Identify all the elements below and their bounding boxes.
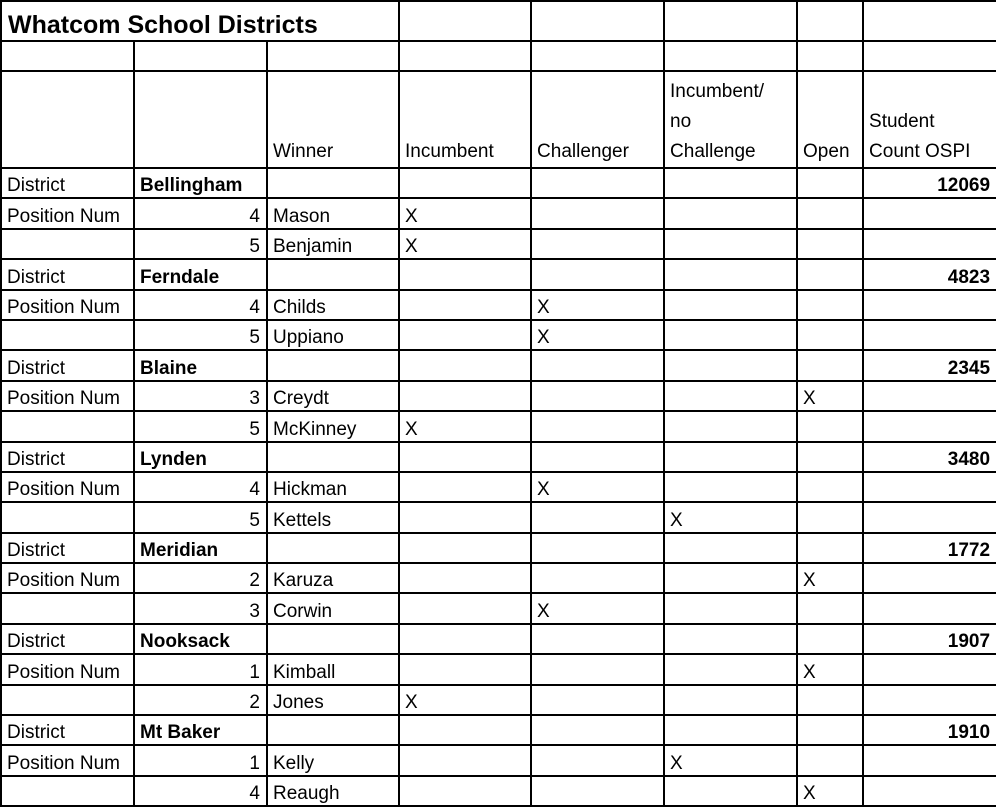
header-cell[interactable]	[134, 71, 267, 168]
position-number[interactable]: 5	[134, 502, 267, 532]
position-number[interactable]: 4	[134, 776, 267, 806]
cell[interactable]	[531, 168, 664, 198]
no-challenge-mark[interactable]	[664, 290, 797, 320]
open-mark[interactable]	[797, 593, 863, 623]
student-count[interactable]: 1772	[863, 533, 996, 563]
winner-name[interactable]: Benjamin	[267, 229, 399, 259]
challenger-mark[interactable]: X	[531, 593, 664, 623]
cell[interactable]	[399, 350, 531, 380]
position-row	[1, 411, 996, 441]
cell[interactable]	[863, 381, 996, 411]
cell[interactable]	[863, 776, 996, 806]
cell[interactable]	[664, 533, 797, 563]
cell[interactable]	[1, 502, 134, 532]
position-number[interactable]: 4	[134, 290, 267, 320]
cell[interactable]	[664, 624, 797, 654]
position-row	[1, 502, 996, 532]
cell[interactable]	[531, 715, 664, 745]
district-label[interactable]: District	[1, 168, 134, 198]
cell[interactable]	[399, 442, 531, 472]
cell[interactable]	[863, 502, 996, 532]
cell[interactable]	[399, 41, 531, 71]
position-label[interactable]: Position Num	[1, 472, 134, 502]
no-challenge-mark[interactable]	[664, 381, 797, 411]
position-row	[1, 745, 996, 775]
position-row	[1, 654, 996, 684]
position-number[interactable]: 4	[134, 198, 267, 228]
position-label[interactable]: Position Num	[1, 654, 134, 684]
cell[interactable]	[664, 41, 797, 71]
cell[interactable]	[797, 715, 863, 745]
cell[interactable]	[863, 41, 996, 71]
cell[interactable]	[664, 442, 797, 472]
winner-name[interactable]: Karuza	[267, 563, 399, 593]
cell[interactable]	[399, 715, 531, 745]
cell[interactable]	[797, 533, 863, 563]
position-row	[1, 320, 996, 350]
winner-name[interactable]: Kelly	[267, 745, 399, 775]
district-name[interactable]: Meridian	[134, 533, 267, 563]
winner-name[interactable]: Mason	[267, 198, 399, 228]
incumbent-mark[interactable]	[399, 320, 531, 350]
position-number[interactable]: 5	[134, 411, 267, 441]
no-challenge-mark[interactable]: X	[664, 745, 797, 775]
open-mark[interactable]: X	[797, 654, 863, 684]
cell[interactable]	[664, 168, 797, 198]
header-line: Incumbent/	[670, 81, 765, 102]
blank-row	[1, 41, 996, 71]
header-incumbent[interactable]: Incumbent	[399, 71, 531, 168]
header-line: Count OSPI	[869, 141, 971, 162]
district-label[interactable]: District	[1, 259, 134, 289]
no-challenge-mark[interactable]	[664, 563, 797, 593]
incumbent-mark[interactable]	[399, 502, 531, 532]
cell[interactable]	[1, 411, 134, 441]
header-line: no	[670, 111, 692, 132]
open-mark[interactable]: X	[797, 776, 863, 806]
position-label[interactable]: Position Num	[1, 381, 134, 411]
cell[interactable]	[797, 624, 863, 654]
no-challenge-mark[interactable]	[664, 472, 797, 502]
cell[interactable]	[531, 442, 664, 472]
cell[interactable]	[797, 168, 863, 198]
challenger-mark[interactable]	[531, 229, 664, 259]
challenger-mark[interactable]	[531, 685, 664, 715]
open-mark[interactable]	[797, 411, 863, 441]
district-row	[1, 715, 996, 745]
district-row	[1, 624, 996, 654]
no-challenge-mark[interactable]	[664, 593, 797, 623]
cell[interactable]	[267, 715, 399, 745]
cell[interactable]	[531, 41, 664, 71]
district-label[interactable]: District	[1, 350, 134, 380]
cell[interactable]	[863, 229, 996, 259]
district-row	[1, 259, 996, 289]
position-row	[1, 229, 996, 259]
header-row	[1, 71, 996, 168]
cell[interactable]	[863, 654, 996, 684]
cell[interactable]	[399, 533, 531, 563]
open-mark[interactable]: X	[797, 563, 863, 593]
open-mark[interactable]	[797, 502, 863, 532]
no-challenge-mark[interactable]	[664, 411, 797, 441]
cell[interactable]	[664, 350, 797, 380]
student-count[interactable]: 3480	[863, 442, 996, 472]
cell[interactable]	[797, 41, 863, 71]
no-challenge-mark[interactable]	[664, 198, 797, 228]
incumbent-mark[interactable]: X	[399, 198, 531, 228]
cell[interactable]	[1, 593, 134, 623]
challenger-mark[interactable]	[531, 654, 664, 684]
cell[interactable]	[863, 1, 996, 41]
cell[interactable]	[797, 442, 863, 472]
cell[interactable]	[797, 350, 863, 380]
position-number[interactable]: 5	[134, 229, 267, 259]
cell[interactable]	[267, 168, 399, 198]
open-mark[interactable]	[797, 198, 863, 228]
cell[interactable]	[863, 685, 996, 715]
cell[interactable]	[863, 320, 996, 350]
header-line: Challenge	[670, 141, 756, 162]
district-name[interactable]: Nooksack	[134, 624, 267, 654]
district-row	[1, 442, 996, 472]
winner-name[interactable]: Childs	[267, 290, 399, 320]
incumbent-mark[interactable]	[399, 290, 531, 320]
incumbent-mark[interactable]	[399, 593, 531, 623]
challenger-mark[interactable]	[531, 198, 664, 228]
no-challenge-mark[interactable]	[664, 654, 797, 684]
incumbent-mark[interactable]	[399, 776, 531, 806]
winner-name[interactable]: McKinney	[267, 411, 399, 441]
winner-name[interactable]: Corwin	[267, 593, 399, 623]
cell[interactable]	[399, 259, 531, 289]
position-label[interactable]: Position Num	[1, 563, 134, 593]
position-label[interactable]: Position Num	[1, 745, 134, 775]
open-mark[interactable]: X	[797, 381, 863, 411]
header-student-count[interactable]	[863, 71, 996, 168]
cell[interactable]	[664, 1, 797, 41]
student-count[interactable]: 1910	[863, 715, 996, 745]
cell[interactable]	[531, 1, 664, 41]
district-name[interactable]: Bellingham	[134, 168, 267, 198]
cell[interactable]	[399, 624, 531, 654]
incumbent-mark[interactable]: X	[399, 229, 531, 259]
cell[interactable]	[863, 593, 996, 623]
winner-name[interactable]: Kettels	[267, 502, 399, 532]
district-label[interactable]: District	[1, 533, 134, 563]
open-mark[interactable]	[797, 229, 863, 259]
sheet-title[interactable]: Whatcom School Districts	[1, 1, 399, 41]
incumbent-mark[interactable]	[399, 745, 531, 775]
winner-name[interactable]: Jones	[267, 685, 399, 715]
position-row	[1, 776, 996, 806]
cell[interactable]	[863, 745, 996, 775]
cell[interactable]	[531, 350, 664, 380]
cell[interactable]	[267, 350, 399, 380]
winner-name[interactable]: Uppiano	[267, 320, 399, 350]
cell[interactable]	[267, 442, 399, 472]
position-number[interactable]: 5	[134, 320, 267, 350]
incumbent-mark[interactable]: X	[399, 685, 531, 715]
challenger-mark[interactable]	[531, 502, 664, 532]
challenger-mark[interactable]	[531, 745, 664, 775]
position-label[interactable]: Position Num	[1, 290, 134, 320]
header-open[interactable]: Open	[797, 71, 863, 168]
cell[interactable]	[267, 533, 399, 563]
district-row	[1, 350, 996, 380]
position-number[interactable]: 2	[134, 563, 267, 593]
position-row	[1, 472, 996, 502]
cell[interactable]	[531, 259, 664, 289]
winner-name[interactable]: Kimball	[267, 654, 399, 684]
cell[interactable]	[267, 624, 399, 654]
district-row	[1, 168, 996, 198]
district-label[interactable]: District	[1, 624, 134, 654]
position-row	[1, 381, 996, 411]
district-label[interactable]: District	[1, 715, 134, 745]
challenger-mark[interactable]: X	[531, 320, 664, 350]
challenger-mark[interactable]: X	[531, 290, 664, 320]
cell[interactable]	[863, 563, 996, 593]
position-row	[1, 198, 996, 228]
open-mark[interactable]	[797, 320, 863, 350]
challenger-mark[interactable]	[531, 563, 664, 593]
cell[interactable]	[863, 290, 996, 320]
no-challenge-mark[interactable]	[664, 320, 797, 350]
cell[interactable]	[797, 1, 863, 41]
position-row	[1, 685, 996, 715]
cell[interactable]	[1, 41, 134, 71]
district-name[interactable]: Mt Baker	[134, 715, 267, 745]
cell[interactable]	[399, 1, 531, 41]
no-challenge-mark[interactable]	[664, 229, 797, 259]
position-number[interactable]: 3	[134, 593, 267, 623]
challenger-mark[interactable]	[531, 411, 664, 441]
cell[interactable]	[531, 533, 664, 563]
cell[interactable]	[267, 41, 399, 71]
position-row	[1, 290, 996, 320]
cell[interactable]	[267, 259, 399, 289]
open-mark[interactable]	[797, 290, 863, 320]
student-count[interactable]: 4823	[863, 259, 996, 289]
no-challenge-mark[interactable]: X	[664, 502, 797, 532]
winner-name[interactable]: Hickman	[267, 472, 399, 502]
position-label[interactable]: Position Num	[1, 198, 134, 228]
cell[interactable]	[664, 715, 797, 745]
cell[interactable]	[1, 229, 134, 259]
position-number[interactable]: 1	[134, 654, 267, 684]
district-label[interactable]: District	[1, 442, 134, 472]
challenger-mark[interactable]	[531, 381, 664, 411]
incumbent-mark[interactable]	[399, 472, 531, 502]
open-mark[interactable]	[797, 745, 863, 775]
district-name[interactable]: Blaine	[134, 350, 267, 380]
header-cell[interactable]	[1, 71, 134, 168]
challenger-mark[interactable]	[531, 776, 664, 806]
incumbent-mark[interactable]: X	[399, 411, 531, 441]
winner-name[interactable]: Creydt	[267, 381, 399, 411]
position-row	[1, 563, 996, 593]
incumbent-mark[interactable]	[399, 381, 531, 411]
no-challenge-mark[interactable]	[664, 685, 797, 715]
district-name[interactable]: Lynden	[134, 442, 267, 472]
cell[interactable]	[399, 168, 531, 198]
open-mark[interactable]	[797, 685, 863, 715]
cell[interactable]	[863, 411, 996, 441]
challenger-mark[interactable]: X	[531, 472, 664, 502]
position-number[interactable]: 1	[134, 745, 267, 775]
cell[interactable]	[863, 198, 996, 228]
position-number[interactable]: 3	[134, 381, 267, 411]
cell[interactable]	[664, 259, 797, 289]
cell[interactable]	[1, 320, 134, 350]
header-line: Student	[869, 111, 935, 132]
position-number[interactable]: 4	[134, 472, 267, 502]
district-name[interactable]: Ferndale	[134, 259, 267, 289]
student-count[interactable]: 2345	[863, 350, 996, 380]
header-winner[interactable]: Winner	[267, 71, 399, 168]
cell[interactable]	[134, 41, 267, 71]
cell[interactable]	[531, 624, 664, 654]
position-number[interactable]: 2	[134, 685, 267, 715]
position-row	[1, 593, 996, 623]
district-row	[1, 533, 996, 563]
open-mark[interactable]	[797, 472, 863, 502]
student-count[interactable]: 12069	[863, 168, 996, 198]
header-incumbent-no-challenge[interactable]	[664, 71, 797, 168]
no-challenge-mark[interactable]	[664, 776, 797, 806]
winner-name[interactable]: Reaugh	[267, 776, 399, 806]
student-count[interactable]: 1907	[863, 624, 996, 654]
cell[interactable]	[1, 776, 134, 806]
incumbent-mark[interactable]	[399, 563, 531, 593]
incumbent-mark[interactable]	[399, 654, 531, 684]
cell[interactable]	[1, 685, 134, 715]
title-row	[1, 1, 996, 41]
header-challenger[interactable]: Challenger	[531, 71, 664, 168]
cell[interactable]	[797, 259, 863, 289]
cell[interactable]	[863, 472, 996, 502]
